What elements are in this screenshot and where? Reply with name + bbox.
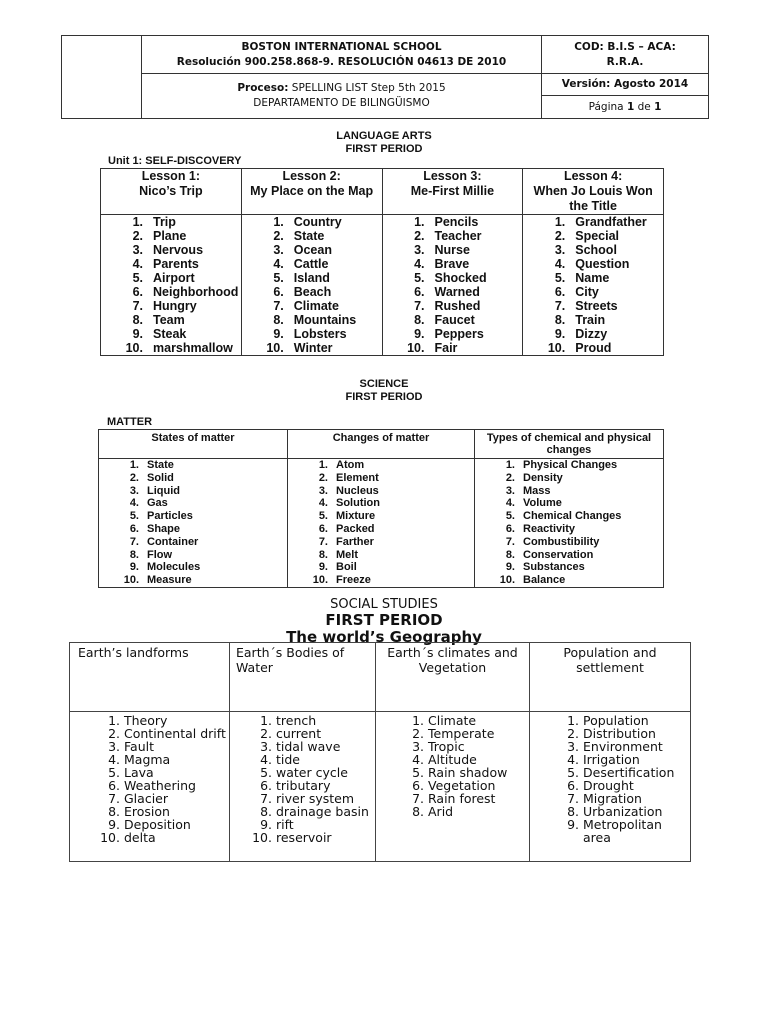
science-word: 10. Freeze <box>312 574 371 587</box>
spelling-word: 1. Trip <box>132 215 176 229</box>
spelling-word: 6. Beach <box>273 285 332 299</box>
geography-word: 9. rift <box>260 817 294 832</box>
science-word: 9. Boil <box>318 561 357 574</box>
spelling-word: 7. Streets <box>554 299 618 313</box>
spelling-word: 2. Plane <box>132 229 187 243</box>
language-arts-unit: Unit 1: SELF-DISCOVERY <box>108 155 242 167</box>
geography-word: 2. Continental drift <box>108 726 226 741</box>
code-cell <box>542 36 709 74</box>
science-word: 2. Density <box>505 471 563 484</box>
science-word: 5. Chemical Changes <box>505 510 622 523</box>
changes-of-matter-header: Changes of matter <box>288 430 475 459</box>
geography-word: 5. Lava <box>108 765 154 780</box>
spelling-word: 9. Peppers <box>414 327 484 341</box>
process-cell <box>142 74 542 119</box>
school-cell <box>142 36 542 74</box>
geography-word: 1. trench <box>260 713 317 728</box>
science-word: 8. Flow <box>129 548 173 561</box>
geography-word: 9. Deposition <box>108 817 191 832</box>
spelling-word: 6. Warned <box>414 285 480 299</box>
spelling-word: 4. Parents <box>132 257 199 271</box>
science-word: 2. Element <box>318 471 379 484</box>
geography-word: 7. river system <box>260 791 355 806</box>
geography-word: 4. Magma <box>108 752 171 767</box>
spelling-word: 7. Rushed <box>414 299 481 313</box>
geography-word: 4. tide <box>260 752 300 767</box>
spelling-word: 6. Neighborhood <box>132 285 239 299</box>
geography-word: 2. Distribution <box>567 726 656 741</box>
science-word: 7. Farther <box>318 535 374 548</box>
spelling-word: 8. Mountains <box>273 313 357 327</box>
spelling-word: 6. City <box>554 285 599 299</box>
science-period: FIRST PERIOD <box>345 391 423 403</box>
geography-word: 4. Irrigation <box>567 752 640 767</box>
geography-word: 7. Glacier <box>108 791 168 806</box>
spelling-word: 10. Proud <box>547 341 612 355</box>
social-studies-table <box>69 642 691 862</box>
geography-word: 6. Weathering <box>108 778 196 793</box>
geography-word: 6. Drought <box>567 778 634 793</box>
science-word: 7. Container <box>129 535 199 548</box>
spelling-word: 7. Hungry <box>132 299 197 313</box>
department: DEPARTAMENTO DE BILINGÜISMO <box>253 97 430 109</box>
school-name: BOSTON INTERNATIONAL SCHOOL <box>241 40 442 53</box>
science-word: 3. Mass <box>505 484 551 497</box>
population-settlement-words <box>530 712 691 862</box>
climates-vegetation-words <box>376 712 530 862</box>
science-word: 1. Physical Changes <box>505 459 618 471</box>
lesson-4-words <box>523 215 664 356</box>
spelling-word: 7. Climate <box>273 299 339 313</box>
geography-word: 2. current <box>260 726 322 741</box>
spelling-word: 2. State <box>273 229 325 243</box>
lesson-1-words <box>101 215 242 356</box>
lesson-4-header: Lesson 4: When Jo Louis Won the Title <box>523 169 664 215</box>
version-page-cell <box>542 74 709 119</box>
population-settlement-header: Population and settlement <box>530 643 691 712</box>
geography-word: 1. Population <box>567 713 649 728</box>
geography-word: 3. Environment <box>567 739 663 754</box>
geography-word: 5. water cycle <box>260 765 348 780</box>
science-word: 3. Liquid <box>129 484 180 497</box>
science-word: 3. Nucleus <box>318 484 379 497</box>
science-word: 4. Gas <box>129 497 168 510</box>
science-title: SCIENCE <box>359 378 409 390</box>
geography-word: 7. Migration <box>567 791 642 806</box>
science-word: 2. Solid <box>129 471 174 484</box>
social-studies-period: FIRST PERIOD <box>325 611 443 629</box>
spelling-word: 3. School <box>554 243 617 257</box>
geography-word: 7. Rain forest <box>412 791 496 806</box>
science-word: 6. Reactivity <box>505 522 575 535</box>
geography-word: 4. Altitude <box>412 752 477 767</box>
geography-word: 3. Fault <box>108 739 154 754</box>
geography-word: 1. Climate <box>412 713 477 728</box>
landforms-words <box>70 712 230 862</box>
science-word: 5. Particles <box>129 510 193 523</box>
spelling-word: 4. Question <box>554 257 630 271</box>
science-word: 6. Packed <box>318 522 375 535</box>
spelling-word: 5. Airport <box>132 271 195 285</box>
spelling-word: 5. Name <box>554 271 610 285</box>
document-header <box>61 35 709 119</box>
resolution: Resolución 900.258.868-9. RESOLUCIÓN 04613 DE 2010 <box>176 55 507 68</box>
geography-word: 8. Urbanization <box>567 804 663 819</box>
geography-word: 8. drainage basin <box>260 804 369 819</box>
science-word: 9. Substances <box>505 561 585 574</box>
science-word: 5. Mixture <box>318 510 376 523</box>
science-word: 9. Molecules <box>129 561 201 574</box>
geography-word: 1. Theory <box>108 713 168 728</box>
geography-word: 3. tidal wave <box>260 739 341 754</box>
lesson-3-header: Lesson 3: Me-First Millie <box>382 169 523 215</box>
climates-vegetation-header: Earth´s climates and Vegetation <box>376 643 530 712</box>
geography-word: 3. Tropic <box>412 739 465 754</box>
social-studies-subtitle: The world’s Geography <box>286 628 482 646</box>
process-label: Proceso: <box>237 82 289 94</box>
lesson-3-words <box>382 215 523 356</box>
geography-word: 5. Desertification <box>567 765 675 780</box>
spelling-word: 8. Train <box>554 313 606 327</box>
spelling-word: 4. Brave <box>414 257 470 271</box>
language-arts-title: LANGUAGE ARTS <box>336 130 432 142</box>
page-number: Página 1 de 1 <box>588 101 662 113</box>
spelling-word: 2. Special <box>554 229 620 243</box>
spelling-word: 9. Lobsters <box>273 327 347 341</box>
states-of-matter-words <box>99 459 288 588</box>
spelling-word: 9. Dizzy <box>554 327 608 341</box>
version: Versión: Agosto 2014 <box>542 74 708 96</box>
lesson-2-words <box>241 215 382 356</box>
science-word: 4. Solution <box>318 497 380 510</box>
process-value: SPELLING LIST Step 5th 2015 <box>291 82 446 94</box>
geography-word: 9. Metropolitan area <box>567 817 662 845</box>
science-word: 1. Atom <box>318 459 365 471</box>
geography-word: 10. reservoir <box>252 830 332 845</box>
spelling-word: 10. Fair <box>407 341 458 355</box>
spelling-word: 3. Ocean <box>273 243 332 257</box>
science-word: 7. Combustibility <box>505 535 600 548</box>
spelling-word: 10. Winter <box>266 341 333 355</box>
science-word: 10. Measure <box>123 574 192 587</box>
geography-word: 6. Vegetation <box>412 778 496 793</box>
science-word: 10. Balance <box>499 574 566 587</box>
spelling-word: 8. Team <box>132 313 185 327</box>
lesson-2-header: Lesson 2: My Place on the Map <box>241 169 382 215</box>
spelling-word: 8. Faucet <box>414 313 475 327</box>
science-word: 8. Conservation <box>505 548 594 561</box>
science-table <box>98 429 664 588</box>
science-unit: MATTER <box>107 416 153 428</box>
science-word: 8. Melt <box>318 548 358 561</box>
science-word: 6. Shape <box>129 522 181 535</box>
spelling-word: 1. Pencils <box>414 215 479 229</box>
logo-cell <box>62 36 142 119</box>
bodies-of-water-header: Earth´s Bodies of Water <box>230 643 376 712</box>
spelling-word: 3. Nervous <box>132 243 204 257</box>
spelling-word: 10. marshmallow <box>125 341 233 355</box>
chemical-physical-changes-words <box>475 459 664 588</box>
document-code: COD: B.I.S – ACA: R.R.A. <box>574 40 676 68</box>
language-arts-period: FIRST PERIOD <box>345 143 423 155</box>
spelling-word: 3. Nurse <box>414 243 470 257</box>
geography-word: 8. Arid <box>412 804 454 819</box>
spelling-word: 9. Steak <box>132 327 187 341</box>
chemical-physical-changes-header: Types of chemical and physical changes <box>475 430 664 459</box>
landforms-header: Earth’s landforms <box>70 643 230 712</box>
spelling-word: 5. Island <box>273 271 330 285</box>
geography-word: 5. Rain shadow <box>412 765 508 780</box>
science-word: 4. Volume <box>505 497 562 510</box>
geography-word: 10. delta <box>100 830 156 845</box>
bodies-of-water-words <box>230 712 376 862</box>
social-studies-title: SOCIAL STUDIES <box>330 597 438 612</box>
spelling-word: 4. Cattle <box>273 257 329 271</box>
science-word: 1. State <box>129 459 174 471</box>
spelling-word: 5. Shocked <box>414 271 487 285</box>
geography-word: 8. Erosion <box>108 804 170 819</box>
states-of-matter-header: States of matter <box>99 430 288 459</box>
lesson-1-header: Lesson 1: Nico’s Trip <box>101 169 242 215</box>
geography-word: 6. tributary <box>260 778 331 793</box>
changes-of-matter-words <box>288 459 475 588</box>
spelling-word: 1. Country <box>273 215 342 229</box>
geography-word: 2. Temperate <box>412 726 495 741</box>
spelling-word: 2. Teacher <box>414 229 482 243</box>
language-arts-table <box>100 168 664 356</box>
spelling-word: 1. Grandfather <box>554 215 647 229</box>
